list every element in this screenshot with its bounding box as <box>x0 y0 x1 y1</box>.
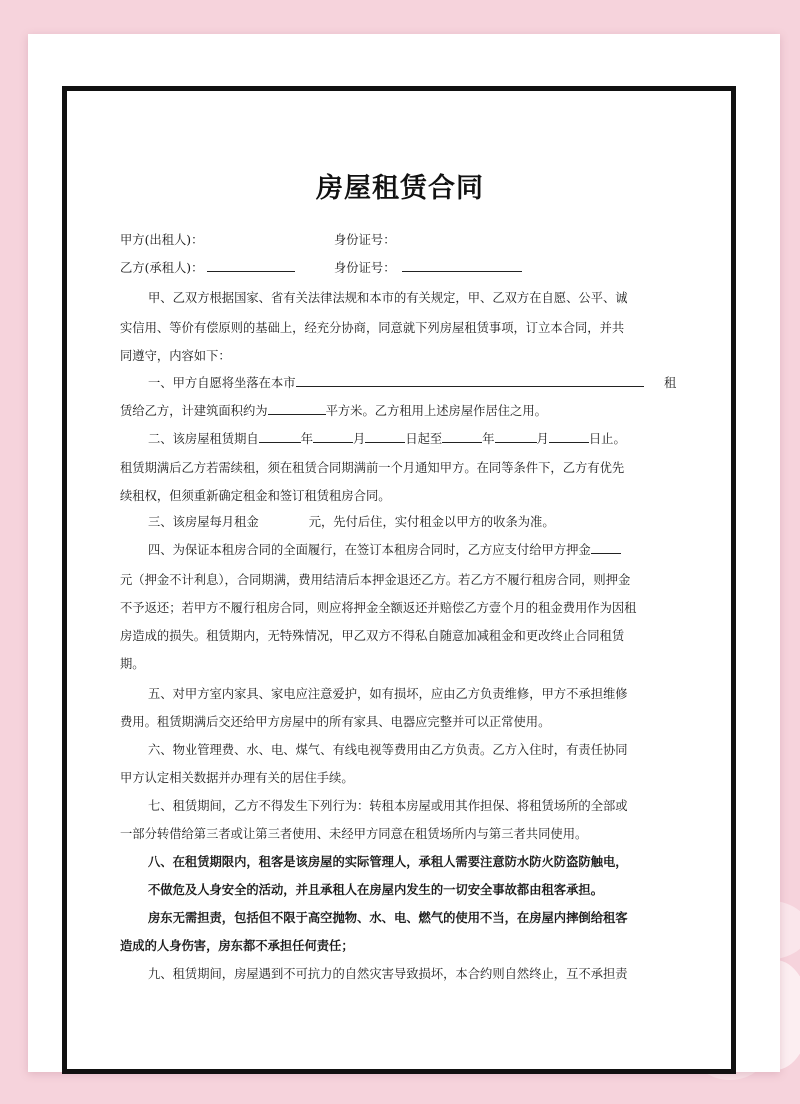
clause-2-line <box>148 429 626 447</box>
clause-2-text: 日起至 <box>405 432 443 446</box>
start-month-blank <box>313 429 353 443</box>
clause-3-line <box>148 512 555 530</box>
area-blank <box>268 401 326 415</box>
clause-3-text: 三、该房屋每月租金 <box>148 515 259 529</box>
party-a-id-label: 身份证号： <box>334 233 396 247</box>
party-b-line <box>120 258 396 276</box>
start-day-blank <box>365 429 405 443</box>
party-b-name-blank <box>207 258 295 272</box>
clause-2-text: 日止。 <box>588 432 626 446</box>
party-b-id-blank <box>402 258 522 272</box>
clause-1-text: 赁给乙方，计建筑面积约为 <box>120 404 268 418</box>
address-blank <box>296 373 644 387</box>
clause-1-text: 一、甲方自愿将坐落在本市 <box>148 376 296 390</box>
clause-1-end: 租 <box>664 376 677 390</box>
paragraph-line: 不做危及人身安全的活动，并且承租人在房屋内发生的一切安全事故都由租客承担。 <box>148 882 603 897</box>
paragraph-line: 费用。租赁期满后交还给甲方房屋中的所有家具、电器应完整并可以正常使用。 <box>120 715 551 729</box>
month-label: 月 <box>353 432 366 446</box>
party-b-label: 乙方(承租人)： <box>120 261 204 275</box>
paragraph-line: 八、在租赁期限内，租客是该房屋的实际管理人，承租人需要注意防水防火防盗防触电， <box>148 854 628 869</box>
start-year-blank <box>259 429 301 443</box>
paragraph-line: 九、租赁期间，房屋遇到不可抗力的自然灾害导致损坏，本合约则自然终止，互不承担责 <box>148 967 628 981</box>
paragraph-line: 实信用、等价有偿原则的基础上，经充分协商，同意就下列房屋租赁事项，订立本合同，并共 <box>120 321 625 335</box>
end-month-blank <box>495 429 537 443</box>
paragraph-line: 五、对甲方室内家具、家电应注意爱护，如有损坏，应由乙方负责维修，甲方不承担维修 <box>148 687 628 701</box>
clause-1-line <box>120 401 547 419</box>
paragraph-line: 七、租赁期间，乙方不得发生下列行为：转租本房屋或用其作担保、将租赁场所的全部或 <box>148 799 628 813</box>
end-year-blank <box>442 429 482 443</box>
paragraph-line: 六、物业管理费、水、电、煤气、有线电视等费用由乙方负责。乙方入住时，有责任协同 <box>148 743 628 757</box>
paragraph-line: 房东无需担责，包括但不限于高空抛物、水、电、燃气的使用不当，在房屋内摔倒给租客 <box>148 910 628 925</box>
year-label: 年 <box>482 432 495 446</box>
party-a-line <box>120 230 396 248</box>
paragraph-line: 一部分转借给第三者或让第三者使用、未经甲方同意在租赁场所内与第三者共同使用。 <box>120 827 588 841</box>
paragraph-line: 不予返还；若甲方不履行租房合同，则应将押金全额返还并赔偿乙方壹个月的租金费用作为因租 <box>120 601 637 615</box>
clause-4-text: 四、为保证本租房合同的全面履行，在签订本租房合同时，乙方应支付给甲方押金 <box>148 543 591 557</box>
clause-2-text: 二、该房屋租赁期自 <box>148 432 259 446</box>
paragraph-line: 元（押金不计利息），合同期满，费用结清后本押金退还乙方。若乙方不履行租房合同，则押金 <box>120 573 631 587</box>
party-b-id-label: 身份证号： <box>334 261 396 275</box>
month-label: 月 <box>536 432 549 446</box>
paragraph-line: 甲方认定相关数据并办理有关的居住手续。 <box>120 771 354 785</box>
end-day-blank <box>549 429 589 443</box>
clause-1-line <box>148 373 644 391</box>
paragraph-line: 甲、乙双方根据国家、省有关法律法规和本市的有关规定，甲、乙双方在自愿、公平、诚 <box>148 291 628 305</box>
paragraph-line: 租赁期满后乙方若需续租，须在租赁合同期满前一个月通知甲方。在同等条件下，乙方有优先 <box>120 461 625 475</box>
paragraph-line: 造成的人身伤害，房东都不承担任何责任； <box>120 938 354 953</box>
clause-4-line <box>148 540 621 558</box>
paragraph-line: 期。 <box>120 657 145 671</box>
paragraph-line: 同遵守，内容如下： <box>120 349 231 363</box>
clause-3-text: 元，先付后住，实付租金以甲方的收条为准。 <box>308 515 555 529</box>
paragraph-line: 房造成的损失。租赁期内，无特殊情况，甲乙双方不得私自随意加减租金和更改终止合同租赁 <box>120 629 625 643</box>
deposit-blank <box>591 540 621 554</box>
paragraph-line: 续租权，但须重新确定租金和签订租赁租房合同。 <box>120 489 391 503</box>
party-a-label: 甲方(出租人)： <box>120 233 204 247</box>
year-label: 年 <box>300 432 313 446</box>
document-title: 房屋租赁合同 <box>316 173 484 204</box>
clause-1-text: 平方米。乙方租用上述房屋作居住之用。 <box>325 404 547 418</box>
